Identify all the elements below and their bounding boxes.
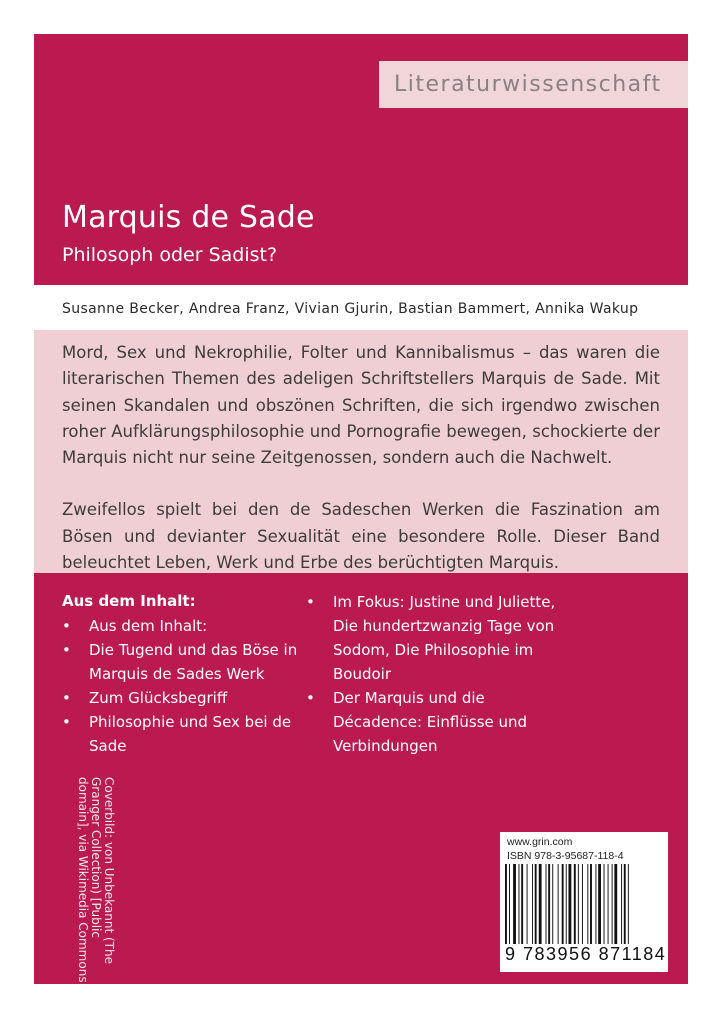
list-item: • Aus dem Inhalt:: [62, 614, 302, 638]
book-title: Marquis de Sade: [62, 200, 315, 235]
contents-list-left: [62, 614, 302, 758]
contents-list-right: [306, 590, 566, 758]
list-item: • Philosophie und Sex bei de Sade: [62, 710, 302, 758]
list-item: • Die Tugend und das Böse in Marquis de Sades Werk: [62, 638, 302, 686]
authors-line: Susanne Becker, Andrea Franz, Vivian Gjurin, Bastian Bammert, Annika Wakup: [62, 301, 639, 317]
list-item: • Im Fokus: Justine und Juliette, Die hundertzwanzig Tage von Sodom, Die Philosophie im Boudoir: [306, 590, 566, 686]
book-subtitle: Philosoph oder Sadist?: [62, 244, 278, 266]
list-item: • Der Marquis und die Décadence: Einflüsse und Verbindungen: [306, 686, 566, 758]
description: [62, 340, 660, 576]
cover-credit: Coverbild: von Unbekannt (The Granger Collection) [Public domain], via Wikimedia Commons: [76, 777, 116, 983]
list-item: • Zum Glücksbegriff: [62, 686, 302, 710]
isbn-number: ISBN 978-3-95687-118-4: [507, 850, 624, 862]
contents-heading: Aus dem Inhalt:: [62, 592, 196, 610]
barcode-icon: [505, 864, 665, 944]
barcode-digits: 9 783956 871184: [505, 944, 667, 964]
series-label: Literaturwissenschaft: [379, 61, 688, 108]
description-paragraph-2: Zweifellos spielt bei den de Sadeschen Werken die Faszination am Bösen und devianter Sexualität eine besondere Rolle. Dieser Band beleuchtet Leben, Werk und Erbe des berüchtigten Marquis.: [62, 500, 660, 573]
description-paragraph-1: Mord, Sex und Nekrophilie, Folter und Kannibalismus – das waren die literarischen Themen des adeligen Schriftstellers Marquis de Sade. Mit seinen Skandalen und obszönen Schriften, die sich irgendwo zwischen roher Aufklärungsphilosophie und Pornografie bewegen, schockierte der Marquis nicht nur seine Zeitgenossen, sondern auch die Nachwelt.: [62, 343, 660, 468]
publisher-url: www.grin.com: [507, 836, 573, 848]
